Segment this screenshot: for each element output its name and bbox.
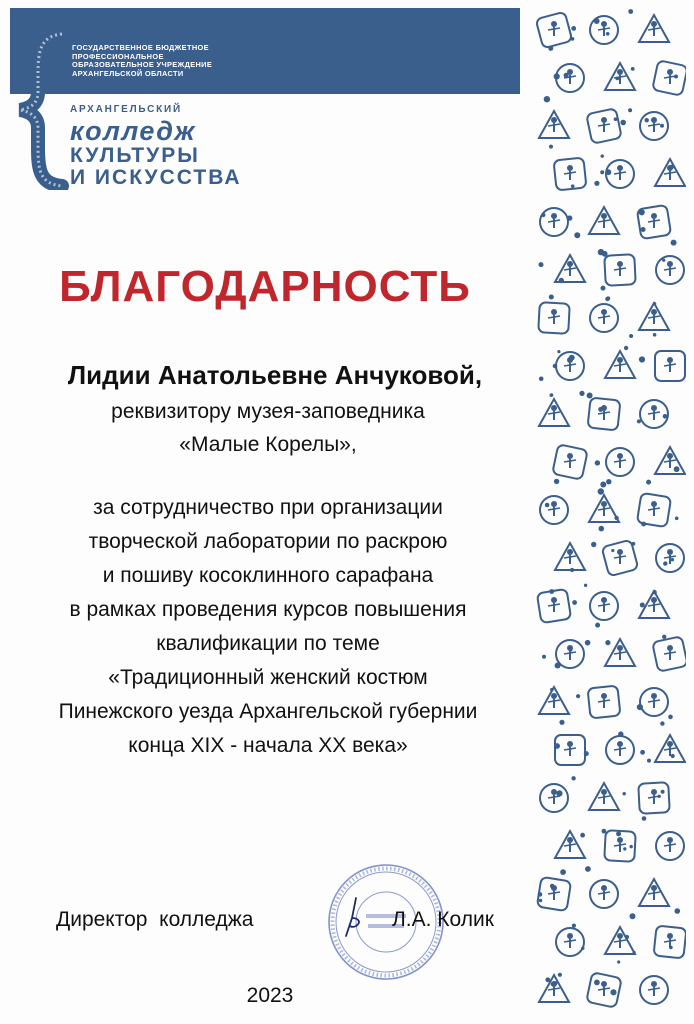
pattern-motif [549, 589, 554, 594]
pattern-motif [538, 892, 543, 897]
pattern-motif [630, 913, 636, 919]
body-line: за сотрудничество при организации [93, 496, 443, 519]
pattern-motif [567, 837, 573, 843]
pattern-motif [617, 645, 623, 651]
pattern-motif [567, 261, 573, 267]
pattern-motif [675, 517, 679, 521]
pattern-motif [574, 232, 580, 238]
pattern-motif [551, 501, 557, 507]
pattern-motif [653, 302, 656, 305]
pattern-motif [571, 184, 575, 188]
pattern-motif [598, 700, 610, 702]
pattern-motif [548, 220, 560, 222]
pattern-motif [639, 209, 645, 215]
pattern-motif [663, 414, 668, 419]
pattern-motif [600, 482, 606, 488]
pattern-motif [564, 940, 576, 942]
pattern-motif [648, 988, 660, 990]
pattern-motif [617, 549, 623, 555]
pattern-motif [548, 604, 560, 606]
pattern-motif [601, 693, 607, 699]
pattern-motif [674, 466, 680, 472]
institution-type [72, 44, 212, 78]
handwritten-signature [334, 896, 374, 952]
pattern-motif [567, 453, 573, 459]
pattern-motif [554, 73, 560, 79]
pattern-motif [557, 350, 560, 353]
pattern-motif [551, 21, 557, 27]
pattern-motif [570, 568, 574, 572]
pattern-motif [646, 480, 651, 485]
pattern-motif [641, 227, 646, 232]
pattern-motif [567, 215, 572, 220]
pattern-motif [667, 453, 673, 459]
pattern-motif [664, 172, 676, 174]
document-title: БЛАГОДАРНОСТЬ [59, 262, 471, 311]
pattern-motif [631, 67, 635, 71]
pattern-motif [584, 751, 589, 756]
pattern-motif [625, 935, 629, 939]
pattern-motif [548, 988, 560, 990]
pattern-motif [605, 640, 610, 645]
pattern-motif [545, 503, 550, 508]
pattern-motif [614, 364, 626, 366]
pattern-motif [630, 845, 633, 848]
pattern-motif [616, 831, 621, 836]
pattern-motif [648, 220, 660, 222]
pattern-motif [651, 789, 657, 795]
pattern-motif [648, 316, 660, 318]
pattern-motif [640, 750, 645, 755]
pattern-motif [667, 645, 673, 651]
pattern-motif [640, 603, 645, 608]
pattern-motif [550, 688, 554, 692]
pattern-motif [651, 885, 657, 891]
pattern-motif [598, 892, 610, 894]
pattern-motif [599, 526, 605, 532]
pattern-motif [618, 731, 623, 736]
pattern-motif [614, 460, 626, 462]
pattern-motif [548, 796, 560, 798]
pattern-motif [545, 977, 550, 982]
pattern-motif [648, 412, 660, 414]
pattern-motif [653, 333, 657, 337]
pattern-motif [662, 259, 665, 262]
pattern-motif [606, 32, 610, 36]
pattern-motif [551, 693, 557, 699]
pattern-motif [671, 558, 674, 561]
body-line: Пинежского уезда Архангельской губернии [58, 700, 478, 723]
pattern-motif [617, 837, 623, 843]
institution-line: АРХАНГЕЛЬСКОЙ ОБЛАСТИ [72, 68, 184, 78]
pattern-motif [610, 989, 616, 995]
pattern-motif [555, 663, 561, 669]
pattern-motif [601, 21, 607, 27]
pattern-motif [601, 789, 607, 795]
pattern-motif [601, 286, 606, 291]
pattern-motif [567, 165, 573, 171]
college-line: колледж [70, 116, 196, 146]
pattern-motif [598, 508, 610, 510]
institution-line: ГОСУДАРСТВЕННОЕ БЮДЖЕТНОЕ [72, 43, 209, 52]
pattern-motif [667, 837, 673, 843]
pattern-motif [587, 393, 593, 399]
pattern-motif [598, 988, 610, 990]
pattern-motif [564, 556, 576, 558]
pattern-motif [554, 743, 560, 749]
pattern-motif [569, 355, 575, 361]
pattern-motif [584, 584, 587, 587]
pattern-motif [614, 268, 626, 270]
pattern-motif [556, 790, 562, 796]
pattern-motif [542, 655, 546, 659]
pattern-motif [601, 981, 607, 987]
pattern-motif [564, 748, 576, 750]
pattern-motif [564, 268, 576, 270]
pattern-motif [567, 933, 573, 939]
pattern-motif [595, 460, 600, 465]
pattern-motif [548, 892, 560, 894]
pattern-motif [652, 590, 656, 594]
pattern-motif [648, 604, 660, 606]
pattern-motif [567, 549, 573, 555]
pattern-motif [637, 704, 643, 710]
pattern-motif [642, 816, 647, 821]
pattern-motif [670, 165, 675, 170]
pattern-motif [571, 26, 576, 31]
pattern-motif [647, 759, 651, 763]
pattern-motif [585, 866, 591, 872]
pattern-motif [648, 508, 660, 510]
pattern-motif [633, 951, 636, 954]
pattern-motif [615, 77, 619, 81]
pattern-motif [580, 833, 585, 838]
pattern-motif [651, 117, 657, 123]
pattern-motif [551, 213, 557, 219]
pattern-motif [564, 844, 576, 846]
pattern-motif [564, 652, 576, 654]
pattern-motif [651, 693, 657, 699]
pattern-motif [632, 542, 636, 546]
body-line: реквизитору музея-заповедника [111, 400, 425, 423]
pattern-motif [571, 776, 575, 780]
pattern-motif [611, 549, 614, 552]
pattern-motif [567, 741, 573, 747]
pattern-motif [554, 479, 559, 484]
pattern-motif [651, 597, 657, 603]
pattern-motif [600, 170, 604, 174]
pattern-motif [541, 213, 545, 217]
pattern-motif [598, 220, 610, 222]
pattern-motif [602, 829, 607, 834]
pattern-motif [558, 973, 562, 977]
college-name [70, 104, 242, 189]
pattern-motif [551, 789, 557, 795]
pattern-motif [548, 28, 560, 30]
pattern-motif [548, 316, 560, 318]
pattern-motif [606, 479, 611, 484]
pattern-motif [660, 124, 664, 128]
pattern-motif [651, 405, 657, 411]
pattern-motif [645, 118, 649, 122]
pattern-motif [601, 885, 607, 891]
pattern-motif [637, 419, 641, 423]
pattern-motif [614, 844, 626, 846]
pattern-motif [675, 908, 681, 914]
pattern-motif [598, 316, 610, 318]
pattern-motif [551, 597, 557, 603]
body-line: и пошиву косоклинного сарафана [102, 564, 434, 587]
pattern-motif [579, 391, 584, 396]
pattern-motif [601, 213, 607, 219]
pattern-motif [564, 364, 576, 366]
pattern-motif [549, 295, 554, 300]
body-line: творческой лаборатории по раскрою [88, 530, 448, 553]
pattern-motif [617, 357, 623, 363]
pattern-motif [617, 960, 620, 963]
pattern-motif [651, 981, 657, 987]
pattern-motif [571, 37, 575, 41]
institution-line: ОБРАЗОВАТЕЛЬНОЕ УЧРЕЖДЕНИЕ [72, 60, 213, 70]
pattern-motif [668, 715, 673, 720]
body-line: в рамках проведения курсов повышения [69, 598, 467, 621]
pattern-motif [667, 261, 673, 267]
pattern-motif [548, 508, 560, 510]
pattern-motif [564, 73, 569, 78]
pattern-motif [671, 240, 677, 246]
pattern-motif [614, 117, 618, 121]
document-year: 2023 [246, 984, 294, 1007]
pattern-motif [598, 412, 610, 414]
signatory-name: Л.А. Колик [392, 908, 494, 931]
pattern-motif [594, 980, 600, 986]
pattern-motif [605, 297, 609, 301]
pattern-motif [662, 635, 666, 639]
pattern-motif [663, 561, 667, 565]
signatory-title: Директор колледжа [56, 908, 254, 931]
pattern-motif [648, 124, 660, 126]
decorative-pattern-strip [532, 8, 686, 1018]
pattern-motif [639, 356, 645, 362]
body-line: конца XIX - начала XX века» [128, 734, 408, 757]
pattern-motif [614, 940, 626, 942]
pattern-motif [651, 213, 657, 219]
pattern-motif [669, 946, 673, 950]
pattern-motif [648, 700, 660, 702]
pattern-motif [572, 924, 576, 928]
pattern-motif [671, 754, 675, 758]
pattern-motif [628, 108, 632, 112]
pattern-motif [550, 393, 554, 397]
pattern-motif [658, 795, 661, 798]
pattern-motif [664, 364, 676, 366]
pattern-motif [648, 892, 660, 894]
college-line: АРХАНГЕЛЬСКИЙ [70, 104, 183, 115]
pattern-motif [614, 172, 626, 174]
pattern-motif [601, 154, 604, 157]
pattern-motif [624, 346, 628, 350]
pattern-motif [617, 741, 623, 747]
pattern-motif [550, 884, 555, 889]
pattern-motif [667, 549, 673, 555]
pattern-motif [601, 117, 607, 123]
body-line: «Традиционный женский костюм [108, 666, 428, 689]
pattern-motif [614, 748, 626, 750]
pattern-motif [660, 721, 664, 725]
pattern-motif [651, 501, 657, 507]
pattern-motif [598, 28, 610, 30]
pattern-motif [667, 357, 673, 363]
pattern-motif [664, 748, 676, 750]
recipient-name: Лидии Анатольевне Анчуковой, [67, 360, 483, 390]
pattern-motif [617, 453, 623, 459]
pattern-motif [606, 169, 612, 175]
pattern-motif [661, 790, 665, 794]
pattern-motif [539, 899, 543, 903]
pattern-motif [585, 640, 591, 646]
pattern-motif [551, 983, 554, 986]
pattern-motif [559, 720, 564, 725]
pattern-motif [601, 597, 607, 603]
pattern-motif [651, 21, 657, 27]
pattern-motif [614, 652, 626, 654]
pattern-motif [594, 181, 599, 186]
body-line: «Малые Корелы», [179, 433, 357, 456]
body-line: квалификации по теме [156, 632, 380, 655]
pattern-motif [664, 556, 676, 558]
pattern-motif [548, 124, 560, 126]
pattern-motif [620, 120, 626, 126]
pattern-motif [539, 262, 544, 267]
pattern-motif [551, 117, 557, 123]
pattern-motif [551, 309, 557, 315]
pattern-motif [569, 648, 572, 651]
pattern-motif [598, 796, 610, 798]
pattern-motif [614, 556, 626, 558]
pattern-motif [614, 516, 618, 520]
pattern-motif [581, 947, 584, 950]
college-line: И ИСКУССТВА [70, 166, 242, 189]
pattern-motif [598, 407, 603, 412]
pattern-motif [641, 522, 646, 527]
pattern-motif [664, 460, 676, 462]
pattern-motif [629, 334, 633, 338]
pattern-motif [559, 278, 564, 283]
pattern-motif [623, 792, 626, 795]
pattern-motif [617, 933, 623, 939]
pattern-motif [598, 124, 610, 126]
pattern-motif [548, 412, 560, 414]
pattern-motif [601, 501, 607, 507]
college-line: КУЛЬТУРЫ [70, 144, 200, 167]
pattern-motif [664, 652, 676, 654]
pattern-motif [564, 460, 576, 462]
pattern-motif [674, 75, 678, 79]
pattern-motif [594, 18, 600, 24]
pattern-motif [544, 96, 550, 102]
pattern-motif [560, 869, 566, 875]
pattern-motif [598, 604, 610, 606]
pattern-motif [576, 694, 580, 698]
pattern-motif [554, 981, 558, 985]
pattern-motif [553, 364, 558, 369]
pattern-motif [591, 542, 596, 547]
pattern-motif [572, 600, 577, 605]
pattern-motif [648, 28, 660, 30]
pattern-motif [651, 309, 657, 315]
pattern-motif [617, 165, 623, 171]
pattern-motif [598, 488, 604, 494]
pattern-motif [617, 69, 623, 75]
pattern-motif [548, 46, 553, 51]
pattern-motif [664, 940, 676, 942]
pattern-motif [617, 261, 623, 267]
pattern-motif [548, 700, 560, 702]
pattern-motif [628, 9, 633, 14]
pattern-motif [664, 844, 676, 846]
pattern-motif [623, 847, 626, 850]
pattern-motif [601, 309, 607, 315]
pattern-motif [664, 268, 676, 270]
pattern-motif [667, 69, 673, 75]
pattern-motif [667, 933, 673, 939]
pattern-motif [595, 623, 600, 628]
pattern-motif [667, 741, 673, 747]
pattern-motif [564, 172, 576, 174]
pattern-motif [539, 377, 544, 382]
pattern-motif [551, 405, 557, 411]
pattern-motif [549, 145, 553, 149]
ornamental-brace-logo [12, 30, 72, 190]
pattern-motif [602, 251, 608, 257]
institution-line: ПРОФЕССИОНАЛЬНОЕ [72, 51, 164, 61]
